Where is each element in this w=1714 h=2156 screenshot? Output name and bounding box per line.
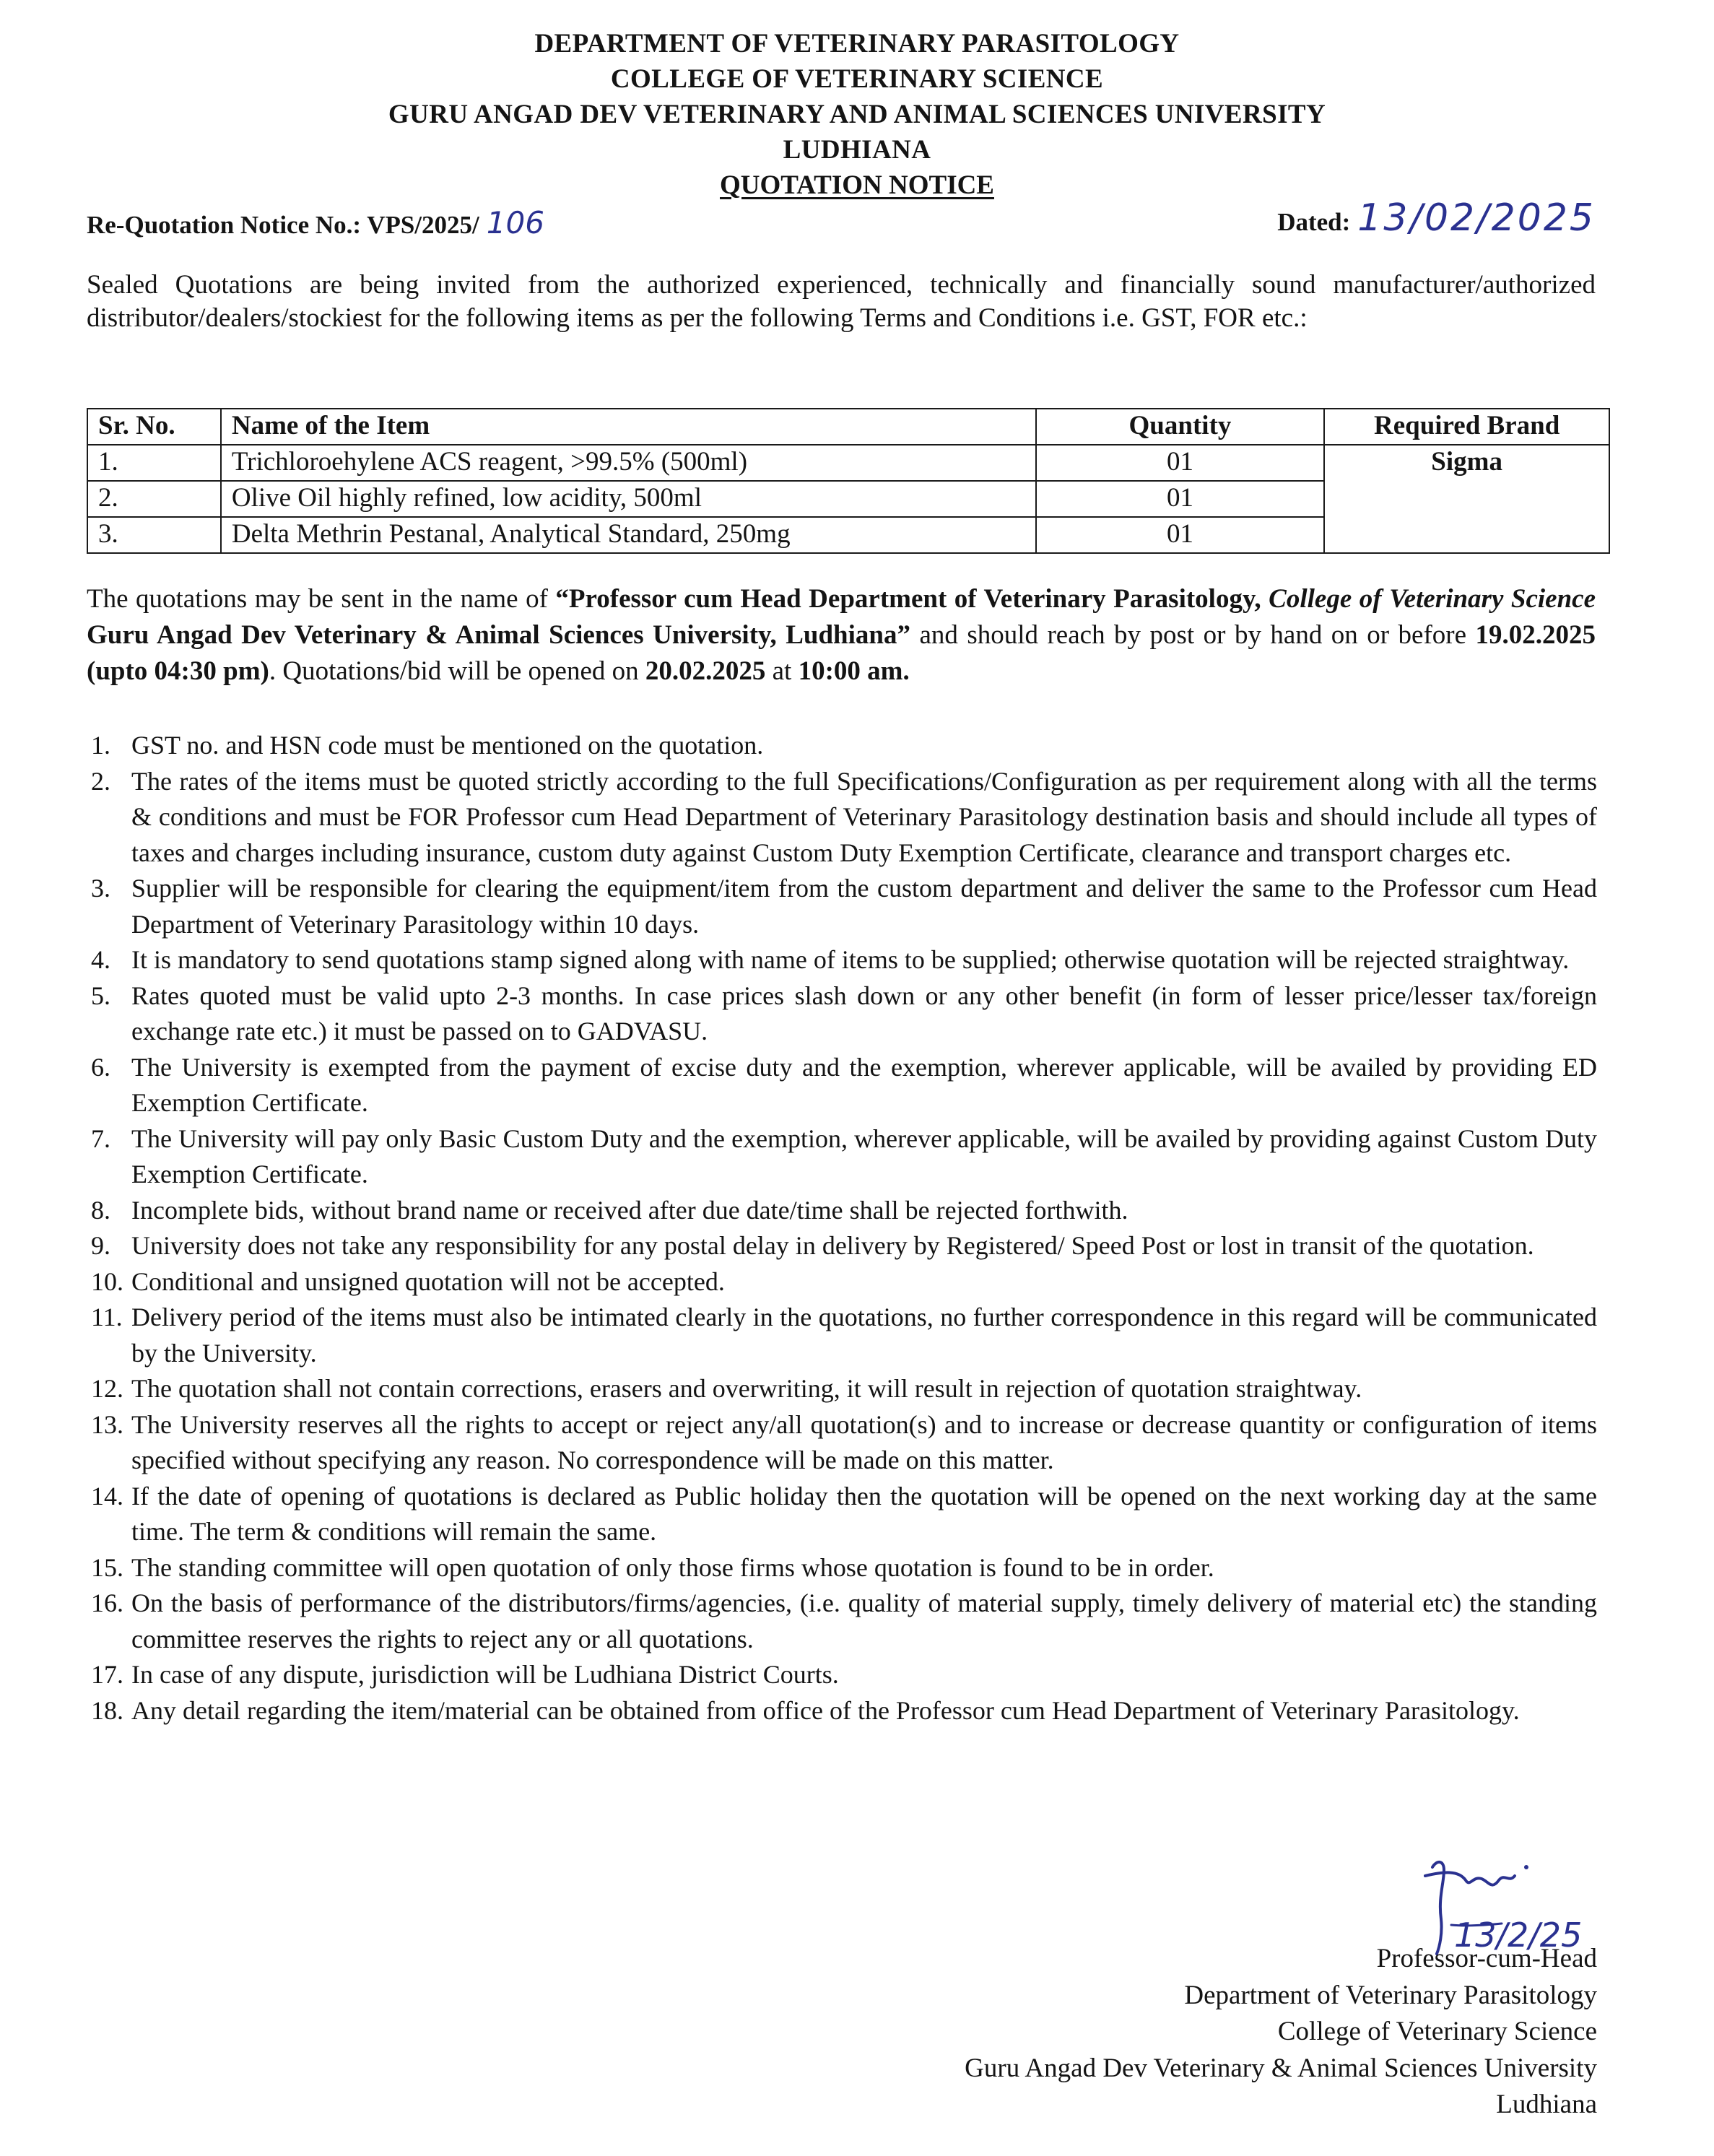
col-header-item: Name of the Item (221, 409, 1036, 445)
term-number: 5. (91, 981, 110, 1010)
col-header-sr: Sr. No. (87, 409, 221, 445)
date-label: Dated: (1277, 208, 1351, 236)
term-text: The University is exempted from the payment of excise duty and the exemption, wherever applicable, will be availed by providing ED Exemption Certificate. (131, 1052, 1597, 1117)
row-item: Delta Methrin Pestanal, Analytical Standard, 250mg (221, 517, 1036, 553)
term-text: Delivery period of the items must also be intimated clearly in the quotations, no further correspondence in this regard will be communicated by the University. (131, 1303, 1597, 1368)
list-item (87, 728, 1597, 764)
submission-text: The quotations may be sent in the name of (87, 584, 556, 614)
term-text: GST no. and HSN code must be mentioned on the quotation. (131, 731, 764, 760)
term-number: 12. (91, 1374, 123, 1403)
submission-paragraph (87, 581, 1596, 690)
row-item: Olive Oil highly refined, low acidity, 500ml (221, 481, 1036, 517)
term-number: 10. (91, 1266, 123, 1296)
term-text: University does not take any responsibility for any postal delay in delivery by Registered/ Speed Post or lost in transit of the quotation. (131, 1231, 1534, 1260)
reference-line (87, 189, 1596, 240)
required-brand: Sigma (1324, 445, 1609, 553)
signature-block (965, 1941, 1597, 2124)
row-quantity: 01 (1036, 445, 1325, 481)
term-number: 16. (91, 1588, 123, 1617)
notice-title: QUOTATION NOTICE (720, 170, 994, 200)
list-item (87, 1193, 1597, 1229)
row-quantity: 01 (1036, 517, 1325, 553)
letterhead (0, 26, 1714, 204)
term-number: 17. (91, 1660, 123, 1689)
term-number: 11. (91, 1303, 123, 1331)
addressee-college: College of Veterinary Science (1261, 584, 1596, 614)
row-sr: 1. (87, 445, 221, 481)
due-date: 19.02.2025 (upto 04:30 pm) (87, 620, 1596, 686)
list-item (87, 764, 1597, 871)
submission-text: at (765, 656, 799, 686)
term-text: On the basis of performance of the distributors/firms/agencies, (i.e. quality of material supply, timely delivery of material etc) the standing committee reserves the rights to reject any or all quotations. (131, 1588, 1597, 1653)
signatory-city: Ludhiana (1496, 2090, 1597, 2119)
list-item (87, 1264, 1597, 1300)
submission-text: . Quotations/bid will be opened on (269, 656, 645, 686)
opening-time: 10:00 am. (798, 656, 910, 686)
signatory-college: College of Veterinary Science (1277, 2017, 1597, 2046)
term-text: The University will pay only Basic Custom Duty and the exemption, wherever applicable, will be availed by providing against Custom Duty Exemption Certificate. (131, 1123, 1597, 1188)
signatory-university: Guru Angad Dev Veterinary & Animal Sciences University (965, 2053, 1597, 2083)
table-row (87, 445, 1609, 481)
notice-number (87, 205, 544, 240)
term-text: If the date of opening of quotations is declared as Public holiday then the quotation will be opened on the next working day at the same time. The term & conditions will remain the same. (131, 1481, 1597, 1546)
list-item (87, 1050, 1597, 1121)
term-text: The quotation shall not contain corrections, erasers and overwriting, it will result in rejection of quotation straightway. (131, 1374, 1362, 1403)
list-item (87, 1121, 1597, 1193)
term-number: 2. (91, 766, 110, 796)
submission-text: and should reach by post or by hand on or before (910, 620, 1476, 650)
term-number: 7. (91, 1123, 110, 1153)
list-item (87, 942, 1597, 978)
term-text: Incomplete bids, without brand name or received after due date/time shall be rejected forthwith. (131, 1195, 1128, 1225)
term-number: 1. (91, 731, 110, 760)
term-number: 6. (91, 1052, 110, 1082)
list-item (87, 1550, 1597, 1586)
term-text: Conditional and unsigned quotation will not be accepted. (131, 1266, 725, 1296)
department-name: DEPARTMENT OF VETERINARY PARASITOLOGY (534, 29, 1180, 58)
term-number: 18. (91, 1695, 123, 1725)
term-number: 8. (91, 1195, 110, 1225)
list-item (87, 871, 1597, 942)
signature-date: 13/2/25 (1454, 1916, 1583, 1955)
list-item (87, 1407, 1597, 1479)
notice-number-label: Re-Quotation Notice No.: VPS/2025/ (87, 211, 479, 239)
term-text: The standing committee will open quotation of only those firms whose quotation is found to be in order. (131, 1552, 1214, 1582)
term-text: Supplier will be responsible for clearing the equipment/item from the custom department and deliver the same to the Professor cum Head Department of Veterinary Parasitology within 10 days. (131, 874, 1597, 939)
list-item (87, 1586, 1597, 1657)
term-number: 13. (91, 1409, 123, 1439)
list-item (87, 1300, 1597, 1371)
list-item (87, 1693, 1597, 1729)
term-text: The University reserves all the rights to accept or reject any/all quotation(s) and to increase or decrease quantity or configuration of items specified without specifying any reason. No correspondence will be made on this matter. (131, 1409, 1597, 1474)
notice-date (1277, 196, 1596, 240)
table-header-row (87, 409, 1609, 445)
signatory-designation: Professor-cum-Head (1376, 1944, 1597, 1973)
list-item (87, 1657, 1597, 1693)
term-text: Rates quoted must be valid upto 2-3 months. In case prices slash down or any other benefit (in form of lesser price/lesser tax/foreign exchange rate etc.) it must be passed on to GADVASU. (131, 981, 1597, 1046)
list-item (87, 1228, 1597, 1264)
term-number: 9. (91, 1231, 110, 1260)
terms-list (87, 728, 1597, 1729)
opening-date: 20.02.2025 (645, 656, 766, 686)
term-number: 3. (91, 874, 110, 903)
term-text: It is mandatory to send quotations stamp signed along with name of items to be supplied; otherwise quotation will be rejected straightway. (131, 945, 1570, 974)
row-sr: 2. (87, 481, 221, 517)
date-handwritten: 13/02/2025 (1357, 196, 1596, 240)
list-item (87, 1371, 1597, 1407)
col-header-quantity: Quantity (1036, 409, 1325, 445)
row-sr: 3. (87, 517, 221, 553)
term-text: In case of any dispute, jurisdiction will be Ludhiana District Courts. (131, 1660, 839, 1689)
row-quantity: 01 (1036, 481, 1325, 517)
term-number: 15. (91, 1552, 123, 1582)
addressee-university: Guru Angad Dev Veterinary & Animal Sciences University, Ludhiana” (87, 620, 910, 650)
addressee-name: “Professor cum Head Department of Veterinary Parasitology, (555, 584, 1261, 614)
term-text: The rates of the items must be quoted strictly according to the full Specifications/Configuration as per requirement along with all the terms & conditions and must be FOR Professor cum Head Department of Veterinary Parasitology destination basis and should include all types of taxes and charges including insurance, custom duty against Custom Duty Exemption Certificate, clearance and transport charges etc. (131, 766, 1597, 867)
city-name: LUDHIANA (783, 135, 931, 165)
row-item: Trichloroehylene ACS reagent, >99.5% (500ml) (221, 445, 1036, 481)
signatory-department: Department of Veterinary Parasitology (1184, 1980, 1597, 2010)
list-item (87, 1479, 1597, 1550)
term-number: 14. (91, 1481, 123, 1510)
term-number: 4. (91, 945, 110, 974)
items-table (87, 408, 1610, 554)
university-name: GURU ANGAD DEV VETERINARY AND ANIMAL SCIENCES UNIVERSITY (388, 100, 1326, 129)
list-item (87, 978, 1597, 1050)
college-name: COLLEGE OF VETERINARY SCIENCE (610, 64, 1104, 94)
intro-paragraph: Sealed Quotations are being invited from the authorized experienced, technically and financially sound manufacturer/authorized distributor/dealers/stockiest for the following items as per the following Terms and Conditions i.e. GST, FOR etc.: (87, 270, 1596, 333)
col-header-brand: Required Brand (1324, 409, 1609, 445)
handwritten-signature (1422, 1854, 1610, 1955)
notice-number-handwritten: 106 (486, 205, 544, 240)
term-text: Any detail regarding the item/material can be obtained from office of the Professor cum Head Department of Veterinary Parasitology. (131, 1695, 1520, 1725)
